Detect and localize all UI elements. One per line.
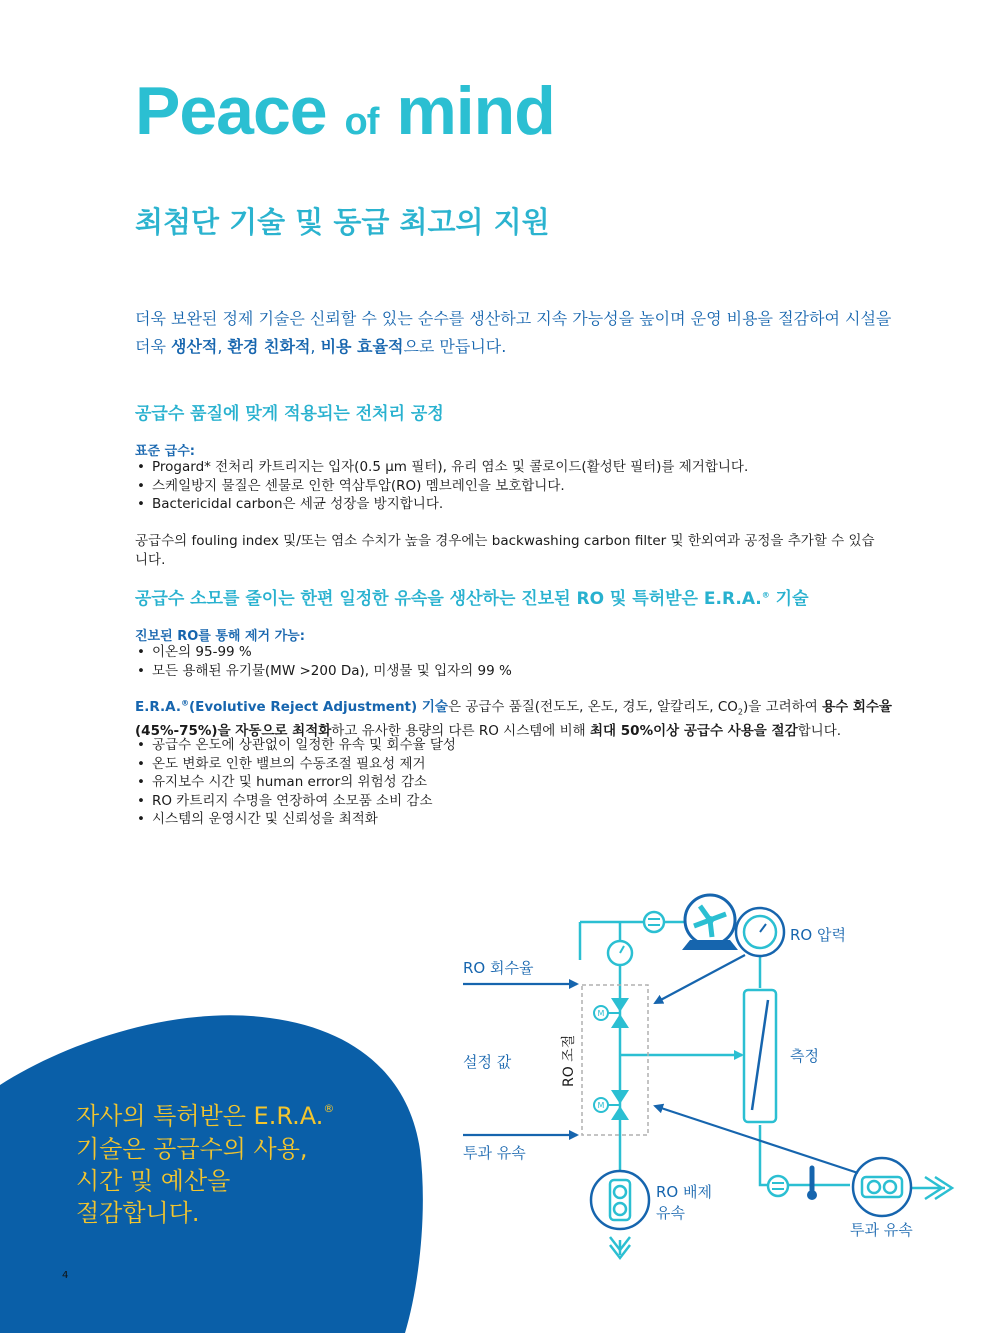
era-diagram (0, 880, 1000, 1333)
label-ro-control: RO 조절 (561, 1034, 577, 1087)
permeate-flowmeter-icon (853, 1158, 911, 1216)
intro-bold-productive: 생산적 (171, 337, 218, 356)
list-item: • 이온의 95-99 % (135, 643, 875, 662)
intro-sep: , (310, 337, 321, 356)
section2-bullets (135, 643, 875, 680)
era-text: 합니다. (797, 723, 842, 740)
label-reject-flow-1: RO 배제 (656, 1183, 712, 1201)
registered-mark: ® (180, 698, 189, 708)
intro-line-1: 더욱 보완된 정제 기술은 신뢰할 수 있는 순수를 생산하고 지속 가능성을 높이며 운영 비용을 절감하여 시설을 (135, 309, 892, 328)
label-ro-pressure: RO 압력 (790, 926, 846, 944)
svg-text:M: M (597, 1101, 605, 1110)
label-ro-recovery: RO 회수율 (463, 959, 534, 977)
era-benefits (135, 736, 875, 829)
era-text: 은 공급수 품질(전도도, 온도, 경도, 알칼리도, CO (447, 699, 738, 715)
section1-bullets (135, 458, 875, 514)
era-text: 하고 유사한 용량의 다른 RO 시스템에 비해 (331, 723, 590, 740)
intro-bold-eco: 환경 친화적 (227, 337, 311, 356)
era-paragraph (135, 698, 905, 741)
section1-label: 표준 급수: (135, 444, 195, 459)
list-item: • 모든 용해된 유기물(MW >200 Da), 미생물 및 입자의 99 % (135, 662, 875, 681)
label-reject-flow-2: 유속 (656, 1204, 685, 1222)
intro-line-2-post: 으로 만듭니다. (403, 337, 507, 356)
motor-valve-icon-top (594, 998, 629, 1028)
list-item: • 공급수 온도에 상관없이 일정한 유속 및 회수율 달성 (135, 736, 875, 755)
list-item: • Bactericidal carbon은 세균 성장을 방지합니다. (135, 495, 875, 514)
page-title (135, 72, 555, 161)
intro-paragraph (135, 305, 905, 361)
callout-line-4: 절감합니다. (76, 1199, 200, 1227)
ro-membrane-icon (744, 990, 776, 1122)
list-item: • RO 카트리지 수명을 연장하여 소모품 소비 감소 (135, 792, 875, 811)
section2-heading-text: 공급수 소모를 줄이는 한편 일정한 유속을 생산하는 진보된 RO 및 특허받은 E.R.A. (135, 589, 762, 609)
era-text: )을 고려하여 (743, 699, 823, 715)
pressure-gauge-icon (736, 908, 784, 956)
title-word-peace: Peace (135, 73, 327, 149)
gauge-icon (608, 941, 632, 965)
list-item: • 유지보수 시간 및 human error의 위험성 감소 (135, 773, 875, 792)
section2-label: 진보된 RO를 통해 제거 가능: (135, 629, 305, 644)
era-fullname: (Evolutive Reject Adjustment) 기술 (188, 699, 448, 715)
label-setpoint: 설정 값 (463, 1053, 512, 1071)
permeate-flowmeter-small-icon (768, 1176, 788, 1196)
intro-sep: , (217, 337, 228, 356)
reject-flowmeter-icon (591, 1171, 649, 1229)
co2-subscript: 2 (737, 707, 743, 717)
section1-note: 공급수의 fouling index 및/또는 염소 수치가 높을 경우에는 backwashing carbon filter 및 한외여과 공정을 추가할 수 있습니다. (135, 533, 875, 568)
era-bold-saving: 최대 50%이상 공급수 사용을 절감 (590, 723, 798, 740)
era-bold-recovery: 용수 회수율 (45%-75%)을 자동으로 최적화 (135, 699, 892, 740)
callout-line-1: 자사의 특허받은 E.R.A.® (76, 1102, 335, 1130)
intro-line-2-pre: 더욱 (135, 337, 171, 356)
era-name: E.R.A. (135, 699, 181, 715)
list-item: • 시스템의 운영시간 및 신뢰성을 최적화 (135, 810, 875, 829)
motor-valve-icon-bottom (594, 1090, 629, 1120)
registered-mark: ® (761, 590, 770, 600)
title-word-of: of (344, 101, 379, 143)
page-subtitle: 최첨단 기술 및 동급 최고의 지원 (135, 205, 550, 239)
intro-bold-cost: 비용 효율적 (320, 337, 404, 356)
page-number: 4 (62, 1270, 69, 1281)
control-box (582, 985, 648, 1135)
callout-line-2: 기술은 공급수의 사용, (76, 1135, 308, 1163)
section2-heading (135, 584, 809, 609)
section1-heading: 공급수 품질에 맞게 적용되는 전처리 공정 (135, 404, 444, 424)
pump-icon (682, 895, 738, 950)
label-permeate-flow-in: 투과 유속 (463, 1144, 526, 1162)
title-word-mind: mind (396, 73, 555, 149)
svg-text:M: M (597, 1009, 605, 1018)
flowmeter-icon (644, 912, 664, 932)
label-permeate-flow-out: 투과 유속 (850, 1221, 913, 1239)
label-measure: 측정 (790, 1047, 819, 1065)
callout-line-3: 시간 및 예산을 (76, 1167, 231, 1195)
list-item: • 온도 변화로 인한 밸브의 수동조절 필요성 제거 (135, 755, 875, 774)
section2-heading-suffix: 기술 (769, 589, 809, 609)
list-item: • Progard* 전처리 카트리지는 입자(0.5 µm 필터), 유리 염소 및 콜로이드(활성탄 필터)를 제거합니다. (135, 458, 875, 477)
list-item: • 스케일방지 물질은 센물로 인한 역삼투압(RO) 멤브레인을 보호합니다. (135, 477, 875, 496)
